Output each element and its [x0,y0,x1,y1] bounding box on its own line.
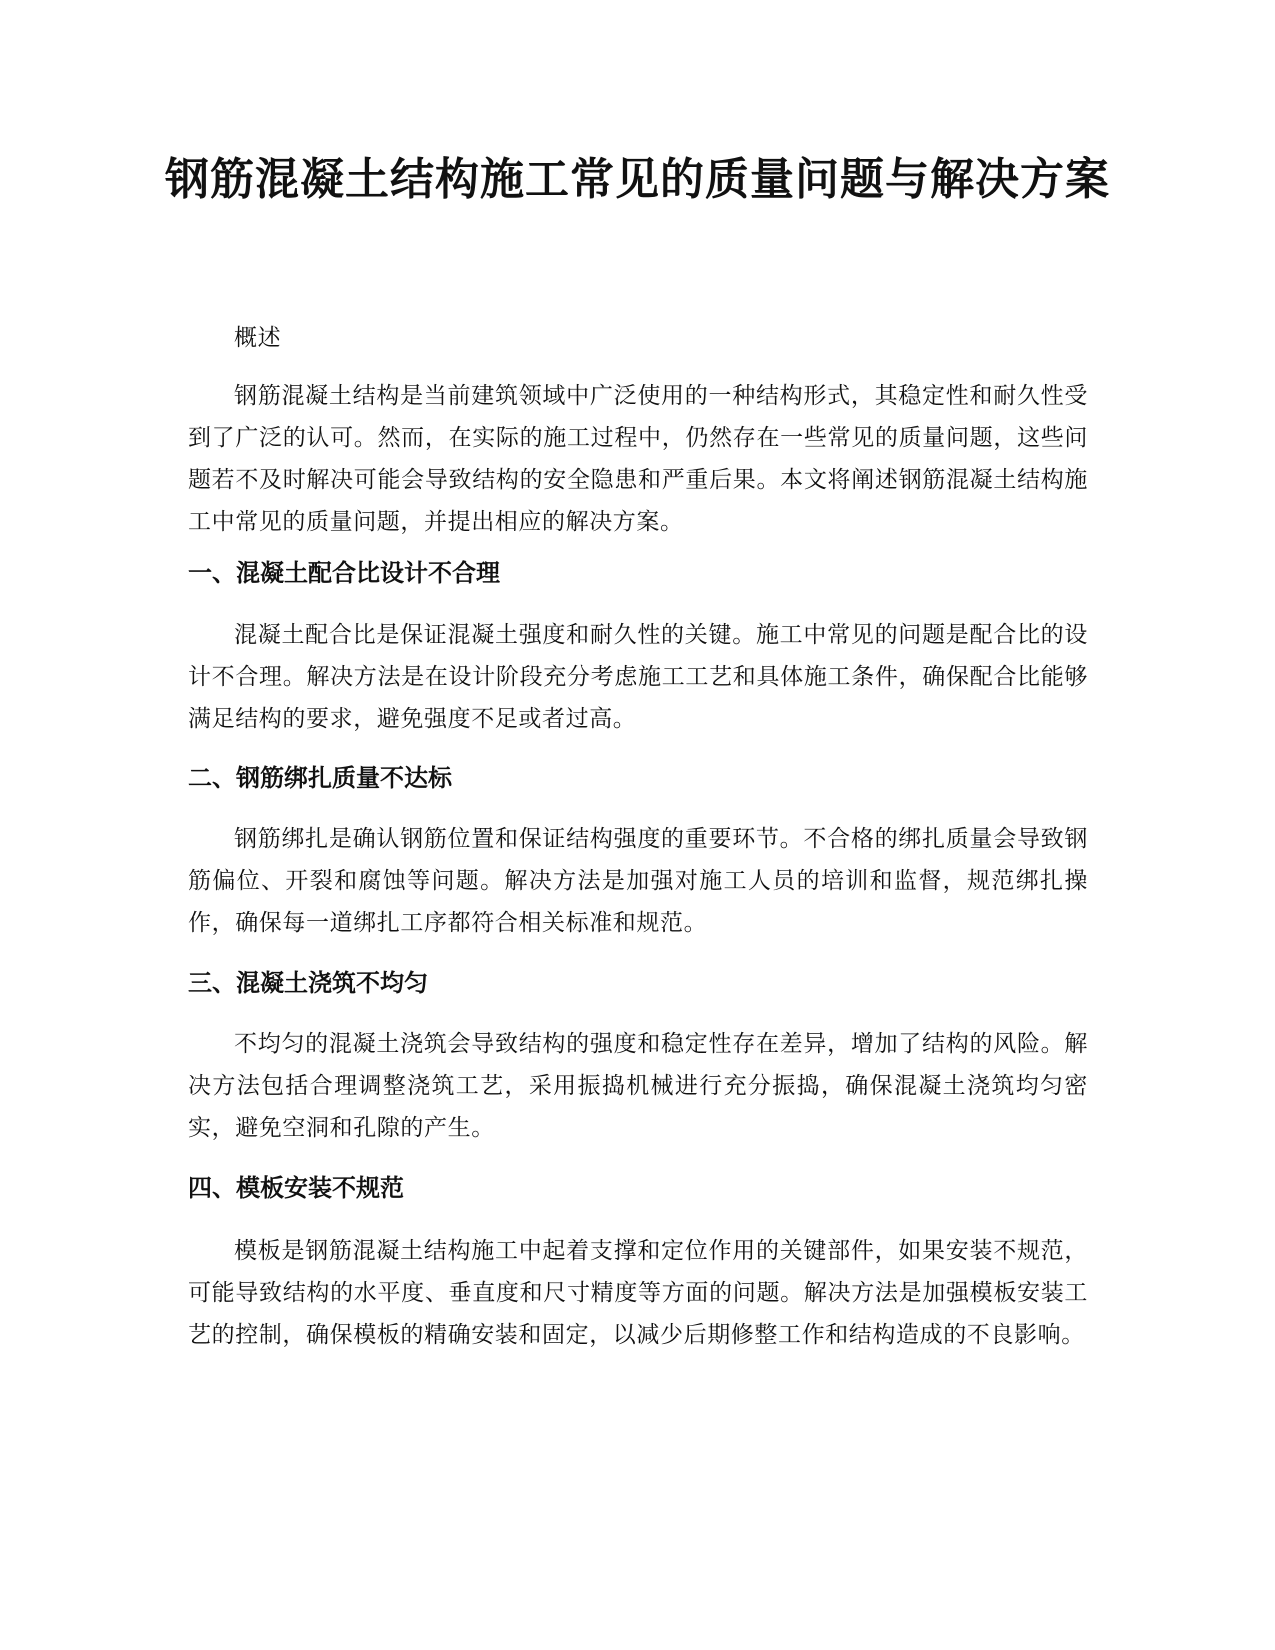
section-heading-4: 四、模板安装不规范 [188,1174,404,1202]
section-paragraph-1: 混凝土配合比是保证混凝土强度和耐久性的关键。施工中常见的问题是配合比的设计不合理。解决方法是在设计阶段充分考虑施工工艺和具体施工条件，确保配合比能够满足结构的要求，避免强度不足或者过高。 [188,622,1088,732]
section-paragraph-3: 不均匀的混凝土浇筑会导致结构的强度和稳定性存在差异，增加了结构的风险。解决方法包括合理调整浇筑工艺，采用振捣机械进行充分振捣，确保混凝土浇筑均匀密实，避免空洞和孔隙的产生。 [188,1031,1088,1141]
overview-label: 概述 [234,325,282,351]
section-heading-2: 二、钢筋绑扎质量不达标 [188,764,452,792]
intro-paragraph: 钢筋混凝土结构是当前建筑领域中广泛使用的一种结构形式，其稳定性和耐久性受到了广泛的认可。然而，在实际的施工过程中，仍然存在一些常见的质量问题，这些问题若不及时解决可能会导致结构的安全隐患和严重后果。本文将阐述钢筋混凝土结构施工中常见的质量问题，并提出相应的解决方案。 [188,383,1088,535]
section-heading-1: 一、混凝土配合比设计不合理 [188,559,500,587]
section-paragraph-2: 钢筋绑扎是确认钢筋位置和保证结构强度的重要环节。不合格的绑扎质量会导致钢筋偏位、开裂和腐蚀等问题。解决方法是加强对施工人员的培训和监督，规范绑扎操作，确保每一道绑扎工序都符合相关标准和规范。 [188,826,1088,936]
section-paragraph-4: 模板是钢筋混凝土结构施工中起着支撑和定位作用的关键部件，如果安装不规范，可能导致结构的水平度、垂直度和尺寸精度等方面的问题。解决方法是加强模板安装工艺的控制，确保模板的精确安装和固定，以减少后期修整工作和结构造成的不良影响。 [188,1238,1088,1348]
section-heading-3: 三、混凝土浇筑不均匀 [188,969,428,997]
document-title: 钢筋混凝土结构施工常见的质量问题与解决方案 [165,154,1110,205]
